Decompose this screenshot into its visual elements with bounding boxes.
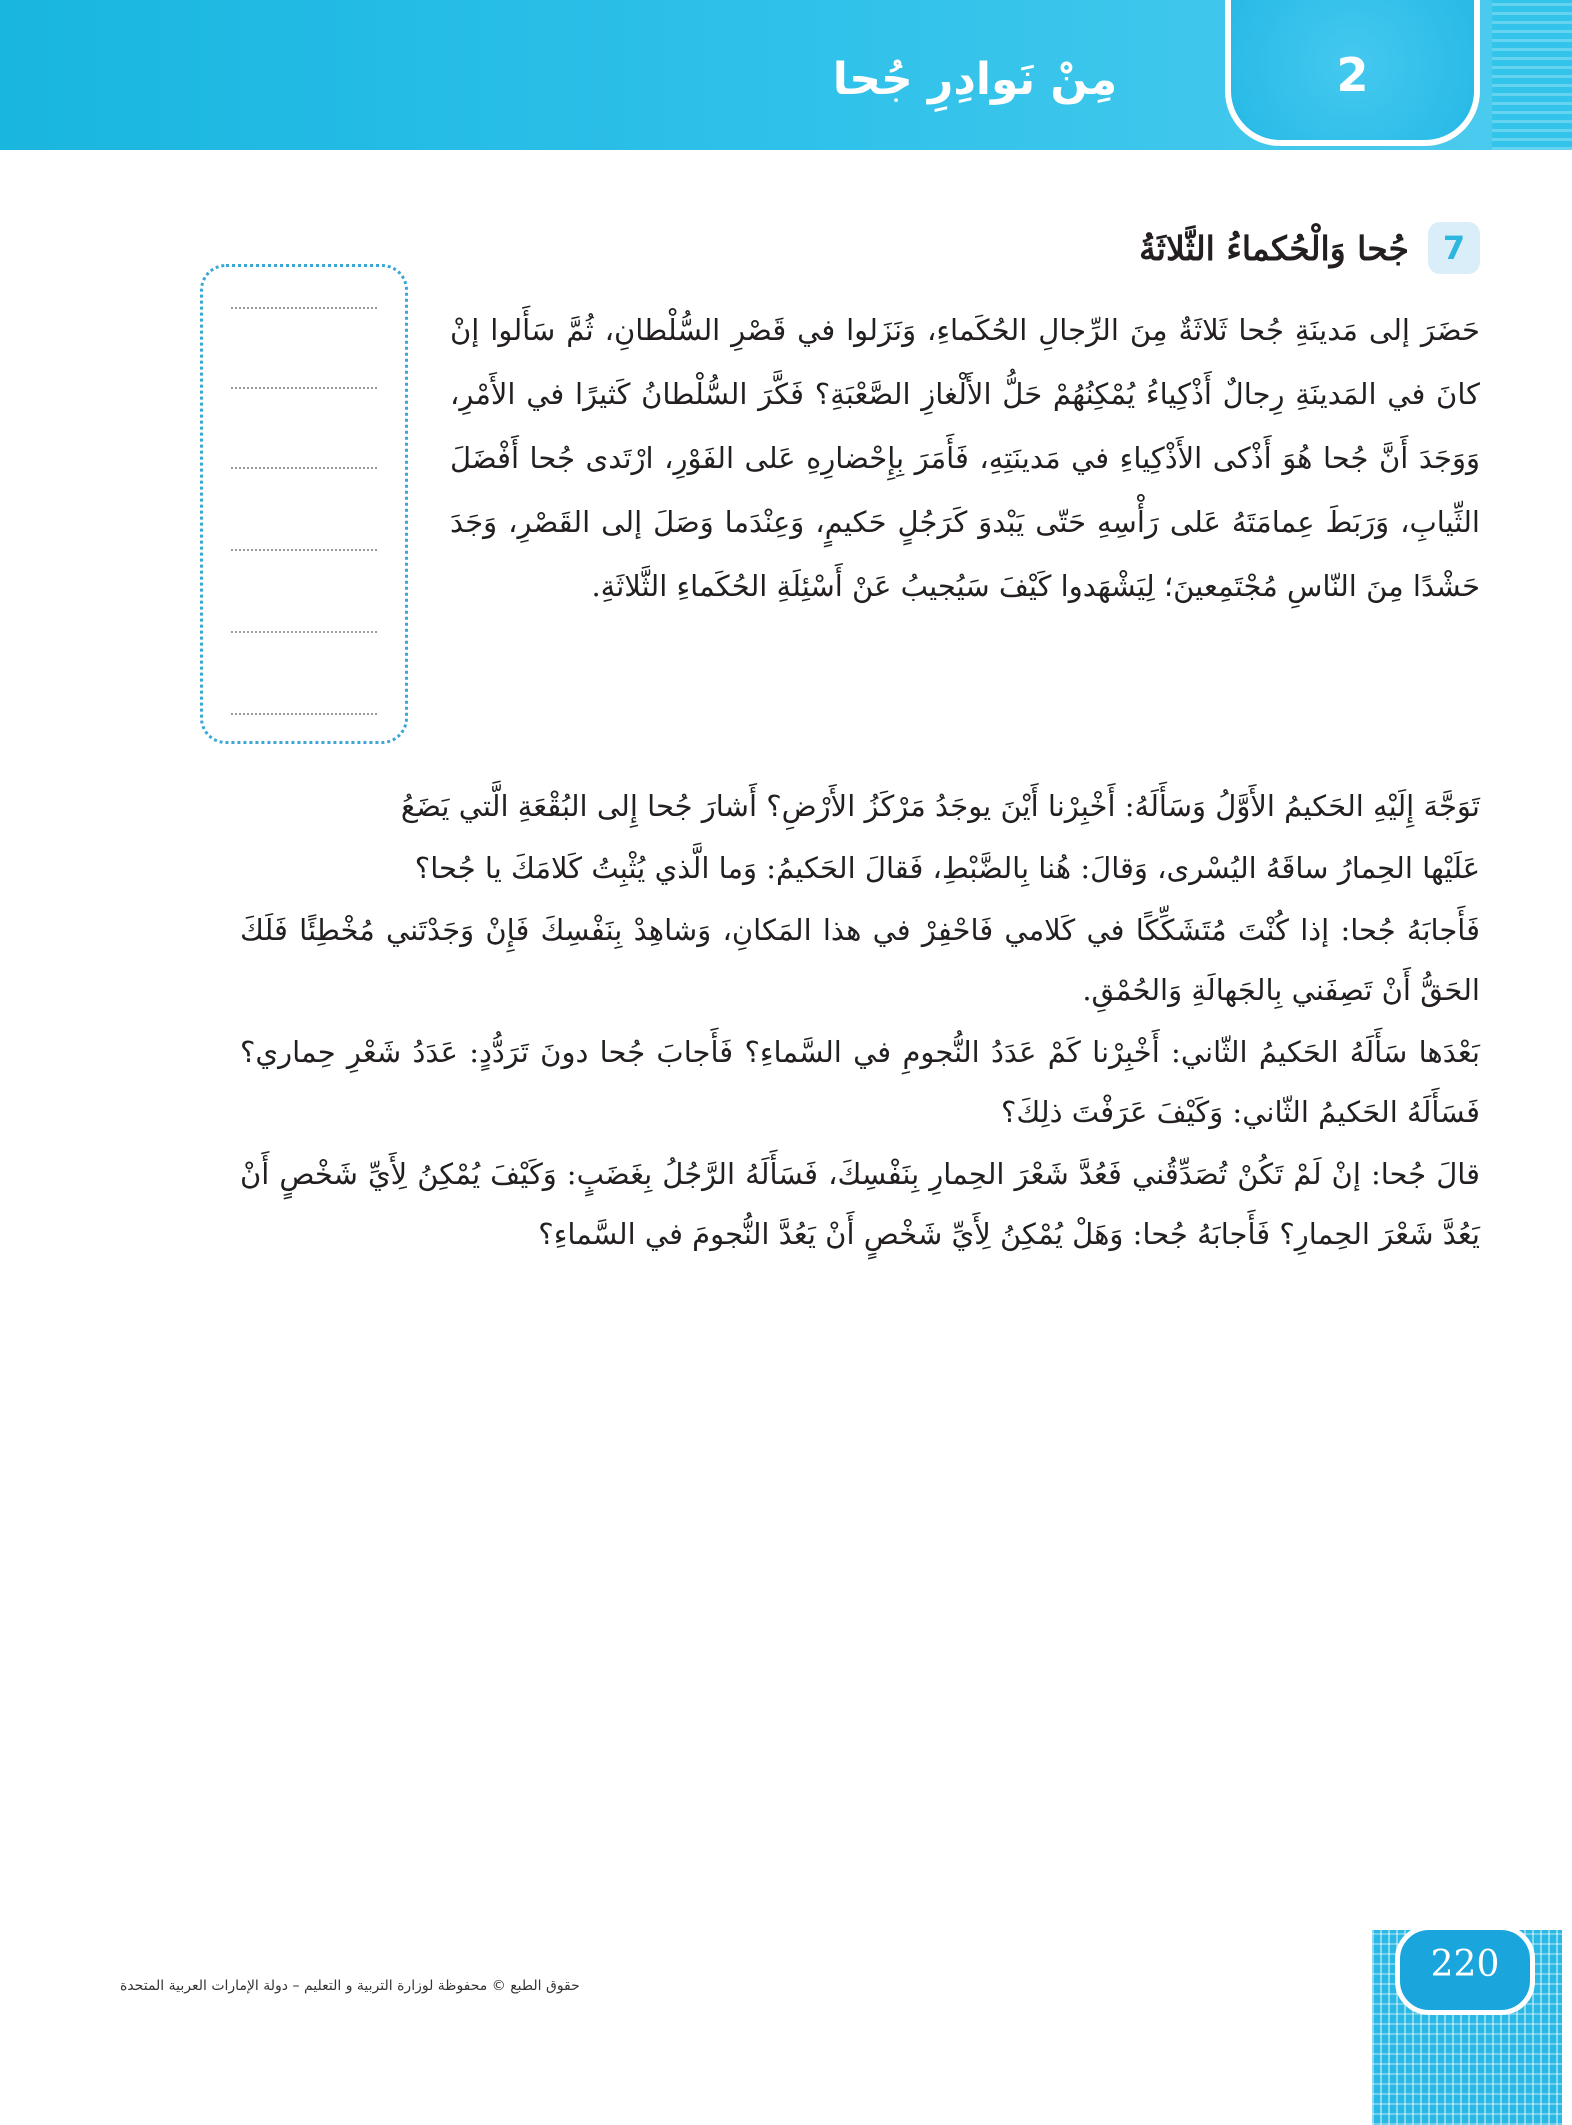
section-number-badge: 7 (1428, 222, 1480, 274)
story-paragraph: بَعْدَها سَأَلَهُ الحَكيمُ الثّاني: أَخْبِرْنا كَمْ عَدَدُ النُّجومِ في السَّماءِ؟ فَأَجابَ جُحا دونَ تَرَدُّدٍ: عَدَدُ شَعْرِ حِماري؟ فَسَأَلَهُ الحَكيمُ الثّاني: وَكَيْفَ عَرَفْتَ ذلِكَ؟ (240, 1035, 1480, 1129)
note-line (231, 713, 377, 715)
note-line (231, 307, 377, 309)
story-paragraph: عَلَيْها الحِمارُ ساقَهُ اليُسْرى، وَقالَ: هُنا بِالضَّبْطِ، فَقالَ الحَكيمُ: وَما الَّذي يُثْبِتُ كَلامَكَ يا جُحا؟ (414, 851, 1480, 885)
copyright-footer: حقوق الطبع © محفوظة لوزارة التربية و التعليم – دولة الإمارات العربية المتحدة (120, 1978, 580, 1994)
unit-title: مِنْ نَوادِرِ جُحا (832, 54, 1118, 105)
story-text (240, 776, 1480, 1266)
banner-texture-strip (1492, 0, 1572, 150)
page-number-badge (1395, 1925, 1535, 2015)
story-paragraph: فَأَجابَهُ جُحا: إذا كُنْتَ مُتَشَكِّكًا في كَلامي فَاحْفِرْ في هذا المَكانِ، وَشاهِدْ بِنَفْسِكَ فَإِنْ وَجَدْتَني مُخْطِئًا فَلَكَ الحَقُّ أَنْ تَصِفَني بِالجَهالَةِ وَالحُمْقِ. (240, 913, 1480, 1007)
story-paragraph: تَوَجَّهَ إِلَيْهِ الحَكيمُ الأَوَّلُ وَسَأَلَهُ: أَخْبِرْنا أَيْنَ يوجَدُ مَرْكَزُ الأَرْضِ؟ أَشارَ جُحا إِلى البُقْعَةِ الَّتي يَضَعُ (400, 789, 1480, 823)
page-number: 220 (1430, 1944, 1500, 1985)
unit-number-tab (1225, 0, 1480, 146)
notes-box[interactable] (200, 264, 408, 744)
unit-number: 2 (1336, 48, 1369, 102)
section-title: جُحا وَالْحُكماءُ الثَّلاثَةُ (1139, 228, 1409, 268)
note-line (231, 467, 377, 469)
note-line (231, 549, 377, 551)
note-line (231, 387, 377, 389)
section-header (900, 222, 1480, 276)
intro-paragraph: حَضَرَ إلى مَدينَةِ جُحا ثَلاثَةٌ مِنَ الرِّجالِ الحُكَماءِ، وَنَزَلوا في قَصْرِ السُّلْطانِ، ثُمَّ سَأَلوا إنْ كانَ في المَدينَةِ رِجالٌ أَذْكِياءُ يُمْكِنُهُمْ حَلُّ الأَلْغازِ الصَّعْبَةِ؟ فَكَّرَ السُّلْطانُ كَثيرًا في الأَمْرِ، وَوَجَدَ أَنَّ جُحا هُوَ أَذْكى الأَذْكِياءِ في مَدينَتِهِ، فَأَمَرَ بِإِحْضارِهِ عَلى الفَوْرِ، ارْتَدى جُحا أَفْضَلَ الثِّيابِ، وَرَبَطَ عِمامَتَهُ عَلى رَأْسِهِ حَتّى يَبْدوَ كَرَجُلٍ حَكيمٍ، وَعِنْدَما وَصَلَ إلى القَصْرِ، وَجَدَ حَشْدًا مِنَ النّاسِ مُجْتَمِعينَ؛ لِيَشْهَدوا كَيْفَ سَيُجيبُ عَنْ أَسْئِلَةِ الحُكَماءِ الثَّلاثَةِ. (450, 313, 1480, 603)
note-line (231, 631, 377, 633)
story-paragraph: قالَ جُحا: إنْ لَمْ تَكُنْ تُصَدِّقُني فَعُدَّ شَعْرَ الحِمارِ بِنَفْسِكَ، فَسَأَلَهُ الرَّجُلُ بِغَضَبٍ: وَكَيْفَ يُمْكِنُ لِأَيِّ شَخْصٍ أَنْ يَعُدَّ شَعْرَ الحِمارِ؟ فَأَجابَهُ جُحا: وَهَلْ يُمْكِنُ لِأَيِّ شَخْصٍ أَنْ يَعُدَّ النُّجومَ في السَّماءِ؟ (240, 1157, 1480, 1251)
